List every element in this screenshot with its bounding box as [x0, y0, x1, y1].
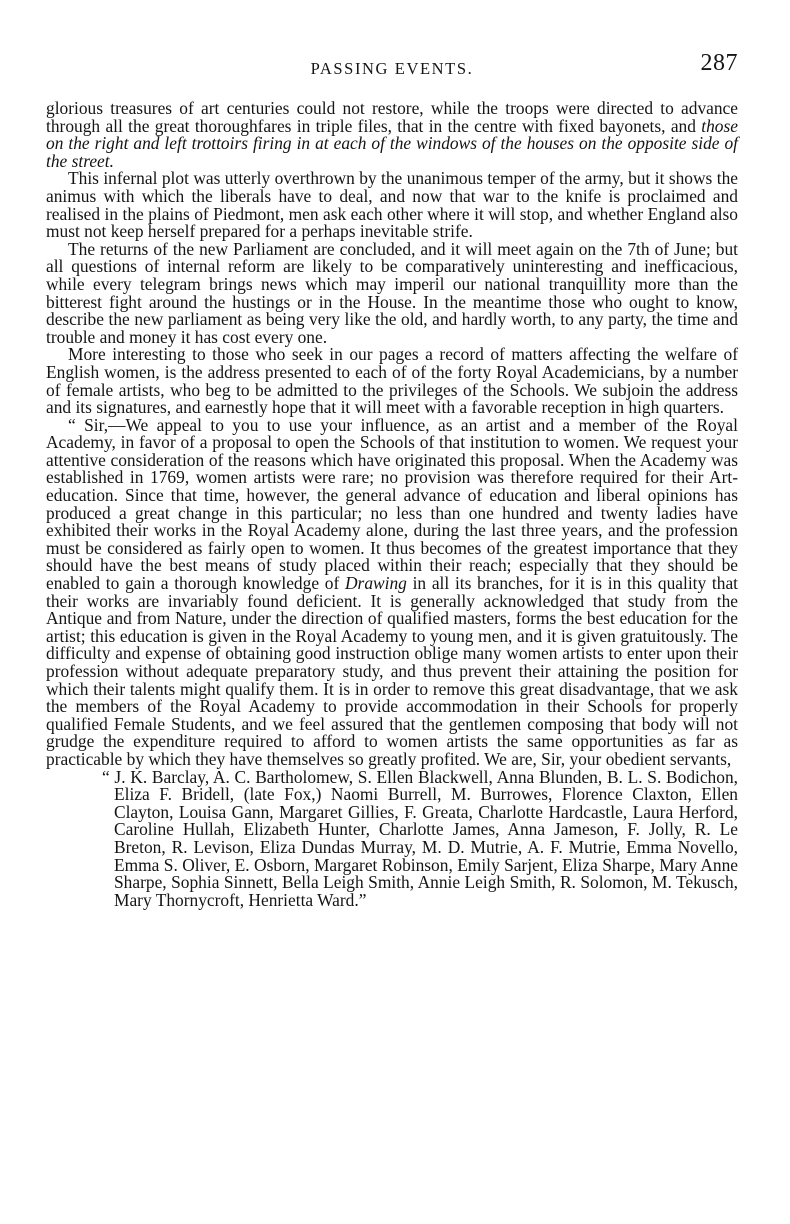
running-title: PASSING EVENTS. [310, 59, 474, 78]
italic-passage: those on the right and left trottoirs firing in at each of the windows of the houses on the opposite side of the street. [46, 115, 738, 171]
document-page [46, 50, 738, 909]
address-italic-drawing: Drawing [345, 573, 407, 594]
article-body [46, 100, 738, 909]
signatories-list: “ J. K. Barclay, A. C. Bartholomew, S. Ellen Blackwell, Anna Blunden, B. L. S. Bodichon, Eliza F. Bridell, (late Fox,) Naomi Burrell, M. Burrowes, Florence Claxton, Ellen Clayton, Louisa Gann, Margaret Gillies, F. Greata, Charlotte Hardcastle, Laura Herford, Caroline Hullah, Elizabeth Hunter, Charlotte James, Anna Jameson, F. Jolly, R. Le Breton, R. Levison, Eliza Dundas Murray, M. D. Mutrie, A. F. Mutrie, Emma Novello, Emma S. Oliver, E. Osborn, Margaret Robinson, Emily Sarjent, Eliza Sharpe, Mary Anne Sharpe, Sophia Sinnett, Bella Leigh Smith, Annie Leigh Smith, R. Solomon, M. Tekusch, Mary Thornycroft, Henrietta Ward.” [102, 766, 738, 910]
address-text-before: “ Sir,—We appeal to you to use your influence, as an artist and a member of the Royal Academy, in favor of a proposal to open the Schools of that institution to women. We request your attentive consideration of the reasons which have originated this proposal. When the Academy was established in 1769, women artists were rare; no provision was therefore required for their Art-education. Since that time, however, the general advance of education and liberal opinions has produced a great change in this particular; no less than one hundred and twenty ladies have exhibited their works in the Royal Academy alone, during the last three years, and the profession must be considered as fairly open to women. It thus becomes of the greatest importance that they should have the best means of study placed within their reach; especially that they should be enabled to gain a thorough knowledge of [46, 414, 738, 594]
page-number: 287 [700, 50, 738, 76]
address-text-after: in all its branches, for it is in this quality that their works are invariably found deficient. It is generally acknowledged that study from the Antique and from Nature, under the direction of qualified masters, forms the best education for the artist; this education is given in the Royal Academy to young men, and it is given gratuitously. The difficulty and expense of obtaining good instruction oblige many women artists to enter upon their profession without adequate preparatory study, and thus prevent their attaining the position for which their talents might qualify them. It is in order to remove this great disadvantage, that we ask the members of the Royal Academy to provide accommodation in their Schools for properly qualified Female Students, and we feel assured that the gentlemen composing that body will not grudge the expenditure required to afford to women artists the same opportunities as far as practicable by which they have themselves so greatly profited. We are, Sir, your obedient servants, [46, 573, 738, 769]
address-letter [46, 414, 738, 769]
paragraph-new-parliament: The returns of the new Parliament are concluded, and it will meet again on the 7th of June; but all questions of internal reform are likely to be comparatively uninteresting and inefficacious, while every telegram brings news which may imperil our national tranquillity more than the bitterest fight around the hustings or in the House. In the meantime those who ought to know, describe the new parliament as being very like the old, and hardly worth, to any party, the time and trouble and money it has cost every one. [46, 238, 738, 347]
paragraph-infernal-plot: This infernal plot was utterly overthrown by the unanimous temper of the army, but it shows the animus with which the liberals have to deal, and now that war to the knife is proclaimed and realised in the plains of Piedmont, men ask each other where it will stop, and whether England also must not keep herself prepared for a perhaps inevitable strife. [46, 168, 738, 242]
paragraph-royal-academicians: More interesting to those who seek in our pages a record of matters affecting the welfare of English women, is the address presented to each of of the forty Royal Academicians, by a number of female artists, who beg to be admitted to the privileges of the Schools. We subjoin the address and its signatures, and earnestly hope that it will meet with a favorable reception in high quarters. [46, 344, 738, 418]
paragraph-continued [46, 100, 738, 170]
paragraph-text: glorious treasures of art centuries could not restore, while the troops were directed to advance through all the great thoroughfares in triple files, that in the centre with fixed bayonets, and [46, 98, 738, 136]
running-header [46, 50, 738, 84]
